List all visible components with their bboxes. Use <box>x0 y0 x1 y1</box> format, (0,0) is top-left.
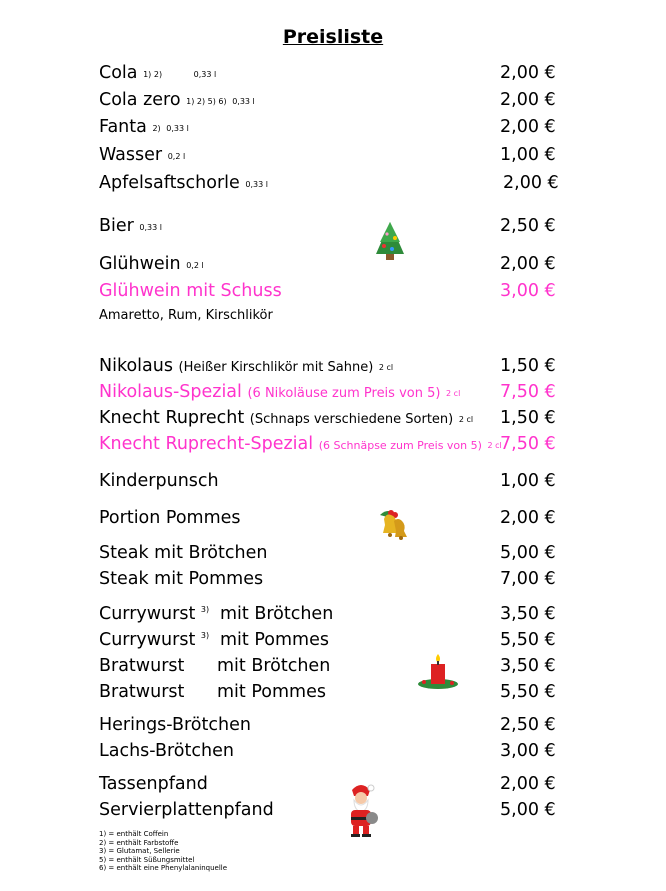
price: 5,50 € <box>500 630 556 650</box>
menu-item-nikolaus: Nikolaus (Heißer Kirschlikör mit Sahne) 2 cl 1,50 € <box>99 356 556 376</box>
menu-item-knecht-ruprecht-spezial: Knecht Ruprecht-Spezial (6 Schnäpse zum Preis von 5) 2 cl 7,50 € <box>99 434 556 454</box>
christmas-tree-icon <box>370 220 410 262</box>
price: 7,50 € <box>500 434 556 454</box>
santa-icon <box>340 782 382 838</box>
footnotes: 1) = enthält Coffein 2) = enthält Farbstoffe 3) = Glutamat, Sellerie 5) = enthält Süßungsmittel 6) = enthält eine Phenylalaninquelle <box>99 830 228 873</box>
menu-item-nikolaus-spezial: Nikolaus-Spezial (6 Nikoläuse zum Preis von 5) 2 cl 7,50 € <box>99 382 556 402</box>
menu-item-lachs-broetchen: Lachs-Brötchen 3,00 € <box>99 741 556 761</box>
menu-item-cola: Cola 1) 2) 0,33 l 2,00 € <box>99 63 556 83</box>
price: 1,50 € <box>500 356 556 376</box>
schuss-options: Amaretto, Rum, Kirschlikör <box>99 308 273 323</box>
bells-icon <box>374 503 412 541</box>
menu-item-portion-pommes: Portion Pommes 2,00 € <box>99 508 556 528</box>
price: 2,00 € <box>500 117 556 137</box>
menu-item-kinderpunsch: Kinderpunsch 1,00 € <box>99 471 556 491</box>
price: 1,00 € <box>500 471 556 491</box>
menu-item-knecht-ruprecht: Knecht Ruprecht (Schnaps verschiedene Sorten) 2 cl 1,50 € <box>99 408 556 428</box>
menu-item-apfelsaftschorle: Apfelsaftschorle 0,33 l 2,00 € <box>99 173 559 193</box>
price: 3,00 € <box>500 281 556 301</box>
menu-item-gluehwein: Glühwein 0,2 l 2,00 € <box>99 254 556 274</box>
candle-icon <box>416 652 460 690</box>
menu-item-wasser: Wasser 0,2 l 1,00 € <box>99 145 556 165</box>
price: 7,00 € <box>500 569 556 589</box>
menu-item-bratwurst-pommes: Bratwurst mit Pommes 5,50 € <box>99 682 556 702</box>
price: 2,00 € <box>500 90 556 110</box>
menu-item-cola-zero: Cola zero 1) 2) 5) 6) 0,33 l 2,00 € <box>99 90 556 110</box>
menu-item-currywurst-pommes: Currywurst $^{3)}$ mit Pommes 5,50 € <box>99 630 556 650</box>
menu-item-fanta: Fanta 2) 0,33 l 2,00 € <box>99 117 556 137</box>
price: 1,50 € <box>500 408 556 428</box>
price: 3,50 € <box>500 604 556 624</box>
menu-item-gluehwein-mit-schuss: Glühwein mit Schuss 3,00 € <box>99 281 556 301</box>
menu-item-currywurst-broetchen: Currywurst $^{3)}$ mit Brötchen 3,50 € <box>99 604 556 624</box>
price: 2,00 € <box>500 254 556 274</box>
menu-item-bratwurst-broetchen: Bratwurst mit Brötchen 3,50 € <box>99 656 556 676</box>
price: 3,50 € <box>500 656 556 676</box>
menu-item-steak-pommes: Steak mit Pommes 7,00 € <box>99 569 556 589</box>
menu-item-tassenpfand: Tassenpfand 2,00 € <box>99 774 556 794</box>
price: 2,50 € <box>500 216 556 236</box>
price: 3,00 € <box>500 741 556 761</box>
price: 7,50 € <box>500 382 556 402</box>
price: 1,00 € <box>500 145 556 165</box>
price: 5,00 € <box>500 543 556 563</box>
menu-item-bier: Bier 0,33 l 2,50 € <box>99 216 556 236</box>
menu-item-servierplattenpfand: Servierplattenpfand 5,00 € <box>99 800 556 820</box>
price: 2,00 € <box>500 774 556 794</box>
price: 2,00 € <box>500 63 556 83</box>
menu-item-steak-broetchen: Steak mit Brötchen 5,00 € <box>99 543 556 563</box>
page-title: Preisliste <box>282 26 384 48</box>
price: 2,00 € <box>503 173 559 193</box>
menu-item-herings-broetchen: Herings-Brötchen 2,50 € <box>99 715 556 735</box>
price: 2,00 € <box>500 508 556 528</box>
price: 5,00 € <box>500 800 556 820</box>
price: 2,50 € <box>500 715 556 735</box>
price: 5,50 € <box>500 682 556 702</box>
